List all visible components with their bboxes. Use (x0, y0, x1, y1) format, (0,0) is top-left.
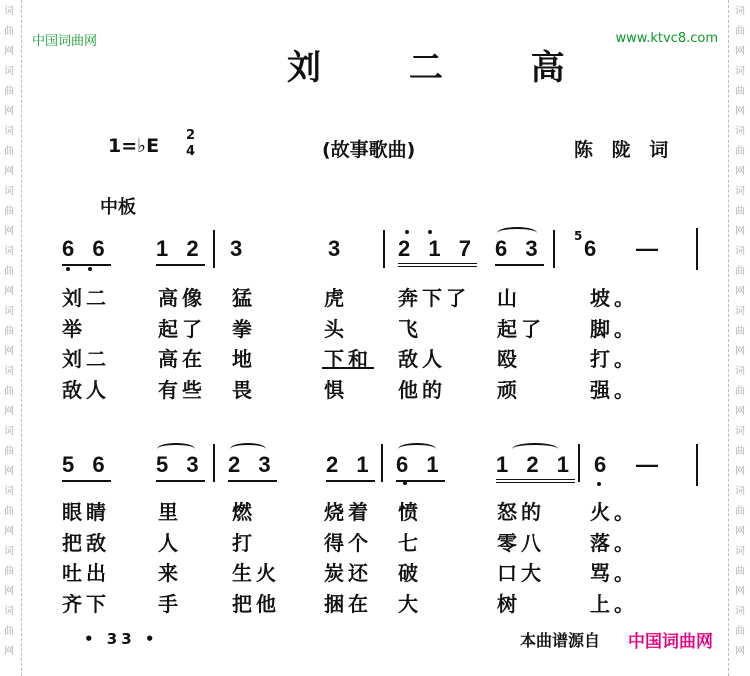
note-group: 6 3 (495, 236, 544, 266)
bar-line (696, 228, 698, 270)
watermark-text: 词曲网 (4, 126, 14, 177)
lyric-syllable: 打。 (590, 347, 638, 372)
dash-sustain: — (636, 236, 664, 261)
note-group: 2 3 (228, 452, 277, 482)
lyric-syllable: 飞 (398, 316, 422, 341)
lyric-syllable: 敌人 (398, 347, 446, 372)
watermark-text: 词曲网 (735, 126, 745, 177)
lyric-syllable: 猛 (232, 286, 256, 310)
bar-line (383, 230, 385, 268)
lyric-syllable: 烧着 (324, 500, 372, 524)
low-octave-dot (88, 267, 92, 271)
watermark-text: 词曲网 (4, 426, 14, 477)
lyric-syllable: 刘二 (62, 286, 110, 310)
lyric-syllable: 敌人 (62, 378, 110, 403)
lyric-syllable: 有些 (158, 378, 206, 403)
bar-line (213, 230, 215, 268)
bar-line (578, 444, 580, 482)
lyric-syllable: 生火 (232, 561, 280, 586)
note: 6 (594, 452, 613, 477)
note: 3 (230, 236, 249, 261)
note-group: 1 2 1 (496, 452, 575, 483)
site-url-right[interactable]: www.ktvc8.com (615, 31, 718, 46)
watermark-text: 词曲网 (4, 66, 14, 117)
watermark-text: 词曲网 (735, 546, 745, 597)
song-title: 刘 二 高 (287, 48, 603, 88)
lyric-syllable: 上。 (590, 592, 638, 617)
lyric-syllable: 齐下 (62, 592, 110, 617)
note-group: 6 1 (396, 452, 445, 482)
lyric-syllable: 拳 (232, 316, 256, 341)
lyric-syllable: 手 (158, 592, 182, 617)
grace-note: 5 (574, 229, 583, 243)
note-group: 2 1 7 (398, 236, 477, 267)
watermark-text: 词曲网 (4, 306, 14, 357)
lyric-syllable: 虎 (324, 286, 348, 310)
lyric-syllable: 眼睛 (62, 500, 110, 524)
key-signature: 1=♭E (108, 135, 160, 157)
lyric-syllable: 头 (324, 316, 348, 341)
watermark-text: 词曲网 (735, 486, 745, 537)
dash-sustain: — (636, 452, 664, 477)
lyric-syllable: 落。 (590, 530, 638, 555)
right-divider (728, 0, 729, 676)
lyric-syllable: 奔下了 (398, 286, 470, 310)
lyric-syllable: 燃 (232, 500, 256, 524)
watermark-text: 词曲网 (735, 6, 745, 57)
lyric-syllable: 破 (398, 561, 422, 586)
lyric-syllable: 他的 (398, 378, 446, 403)
lyric-syllable: 起了 (158, 316, 206, 341)
lyric-syllable: 捆在 (324, 592, 372, 617)
watermark-text: 词曲网 (4, 606, 14, 657)
bar-line (213, 444, 215, 482)
high-octave-dot (405, 230, 409, 234)
watermark-text: 词曲网 (4, 366, 14, 417)
bar-line (381, 444, 383, 482)
bar-line (696, 444, 698, 486)
lyric-syllable: 人 (158, 530, 182, 555)
page-number: • 33 • (84, 630, 159, 648)
lyric-syllable: 七 (398, 530, 422, 555)
note-group: 5 3 (156, 452, 205, 482)
source-site-link[interactable]: 中国词曲网 (628, 632, 713, 652)
lyric-syllable: 山 (497, 286, 521, 310)
lyric-syllable: 树 (497, 592, 521, 617)
watermark-text: 词曲网 (735, 66, 745, 117)
time-signature (186, 128, 195, 160)
lyric-syllable: 下和 (324, 347, 372, 372)
lyric-syllable: 炭还 (324, 561, 372, 586)
lyric-syllable: 大 (398, 592, 422, 617)
lyric-syllable: 起了 (497, 316, 545, 341)
lyric-syllable: 里 (158, 500, 182, 524)
lyric-syllable: 脚。 (590, 316, 638, 341)
left-divider (21, 0, 22, 676)
watermark-text: 词曲网 (4, 246, 14, 297)
lyric-syllable: 零八 (497, 530, 545, 555)
source-label: 本曲谱源自 (520, 631, 601, 650)
high-octave-dot (428, 230, 432, 234)
genre-label: (故事歌曲) (322, 139, 416, 161)
time-numerator: 2 (186, 128, 196, 143)
watermark-text: 词曲网 (735, 426, 745, 477)
low-octave-dot (66, 267, 70, 271)
lyric-syllable: 怒的 (497, 500, 545, 524)
note-group: 5 6 (62, 452, 111, 482)
lyric-syllable: 强。 (590, 378, 638, 403)
lyric-syllable: 口大 (497, 561, 545, 586)
watermark-text: 词曲网 (4, 546, 14, 597)
bar-line (553, 230, 555, 268)
lyric-syllable: 地 (232, 347, 256, 372)
lyric-syllable: 吐出 (62, 561, 110, 586)
watermark-text: 词曲网 (735, 246, 745, 297)
watermark-text: 词曲网 (735, 306, 745, 357)
watermark-text: 词曲网 (735, 186, 745, 237)
lyric-syllable: 高在 (158, 347, 206, 372)
lyric-syllable: 惧 (324, 378, 348, 403)
note: 3 (328, 236, 347, 261)
note: 6 (584, 236, 603, 261)
lyric-syllable: 顽 (497, 378, 521, 403)
lyric-syllable: 愤 (398, 500, 422, 524)
lyric-syllable: 坡。 (590, 286, 638, 310)
lyric-syllable: 把他 (232, 592, 280, 617)
lyric-syllable: 打 (232, 530, 256, 555)
watermark-text: 词曲网 (4, 186, 14, 237)
lyric-syllable: 来 (158, 561, 182, 586)
watermark-text: 词曲网 (4, 6, 14, 57)
note-group: 6 6 (62, 236, 111, 266)
lyric-syllable: 得个 (324, 530, 372, 555)
lyric-syllable: 殴 (497, 347, 521, 372)
low-octave-dot (597, 482, 601, 486)
note-group: 2 1 (326, 452, 375, 482)
lyric-underline (322, 367, 374, 369)
note-group: 1 2 (156, 236, 205, 266)
watermark-text: 词曲网 (735, 606, 745, 657)
lyric-syllable: 火。 (590, 500, 638, 524)
lyric-syllable: 把敌 (62, 530, 110, 555)
lyric-syllable: 举 (62, 316, 86, 341)
lyric-syllable: 刘二 (62, 347, 110, 372)
tempo-marking: 中板 (100, 197, 136, 218)
low-octave-dot (403, 481, 407, 485)
time-denominator: 4 (186, 144, 196, 159)
lyricist-credit: 陈 陇 词 (574, 139, 675, 161)
lyric-syllable: 骂。 (590, 561, 638, 586)
watermark-text: 词曲网 (4, 486, 14, 537)
lyric-syllable: 畏 (232, 378, 256, 403)
lyric-syllable: 高像 (158, 286, 206, 310)
site-logo-left[interactable]: 中国词曲网 (32, 34, 98, 49)
watermark-text: 词曲网 (735, 366, 745, 417)
